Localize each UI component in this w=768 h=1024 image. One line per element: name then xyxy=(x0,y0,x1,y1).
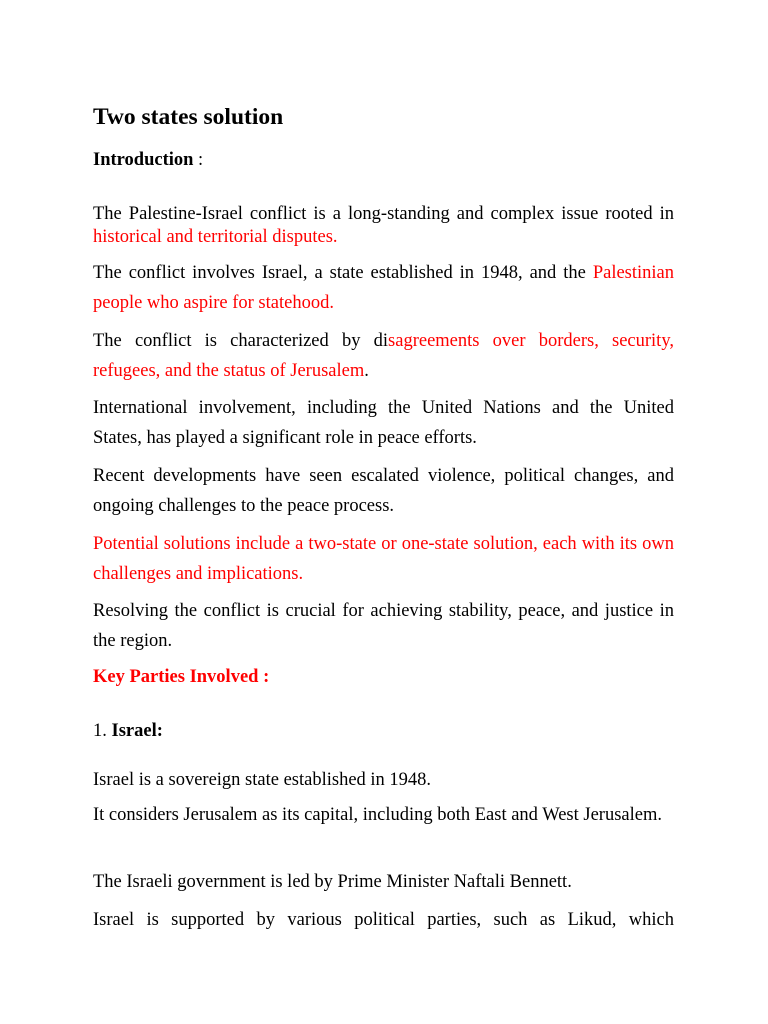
israel-heading: Israel: xyxy=(111,721,163,741)
intro-colon: : xyxy=(193,150,204,170)
intro-paragraph-3 xyxy=(93,327,674,386)
israel-paragraph-1: Israel is a sovereign state established in 1948. xyxy=(93,770,432,790)
intro-p1-text: The Palestine-Israel conflict is a long-standing and complex issue rooted in xyxy=(93,204,674,224)
intro-paragraph-6: Potential solutions include a two-state or one-state solution, each with its own challenges and implications. xyxy=(93,534,674,584)
intro-paragraph-2 xyxy=(93,259,674,318)
intro-p1-highlight: historical and territorial disputes. xyxy=(93,227,338,247)
israel-heading-line xyxy=(93,718,674,745)
intro-p2-text: The conflict involves Israel, a state established in 1948, and the xyxy=(93,263,593,283)
document-page xyxy=(93,0,674,1024)
key-parties-heading: Key Parties Involved : xyxy=(93,667,270,687)
intro-paragraph-7: Resolving the conflict is crucial for achieving stability, peace, and justice in the region. xyxy=(93,601,674,651)
intro-p3-highlight: sagreements over borders, security, refugees, and the status of Jerusalem xyxy=(93,331,674,381)
intro-p3-text: The conflict is characterized by di xyxy=(93,331,389,351)
intro-p3-end: . xyxy=(364,360,369,381)
intro-p2-highlight: Palestinian people who aspire for statehood. xyxy=(93,263,674,313)
israel-paragraph-4: Israel is supported by various political parties, such as Likud, which xyxy=(93,910,674,930)
intro-heading: Introduction xyxy=(93,150,194,170)
israel-paragraph-2: It considers Jerusalem as its capital, including both East and West Jerusalem. xyxy=(93,805,662,825)
israel-number: 1. xyxy=(93,721,112,741)
intro-heading-line xyxy=(93,147,674,174)
document-title: Two states solution xyxy=(93,104,284,130)
intro-paragraph-5: Recent developments have seen escalated violence, political changes, and ongoing challenges to the peace process. xyxy=(93,466,674,516)
intro-paragraph-4: International involvement, including the United Nations and the United States, has played a significant role in peace efforts. xyxy=(93,398,674,448)
intro-paragraph-1 xyxy=(93,203,674,249)
israel-paragraph-3: The Israeli government is led by Prime Minister Naftali Bennett. xyxy=(93,872,572,892)
